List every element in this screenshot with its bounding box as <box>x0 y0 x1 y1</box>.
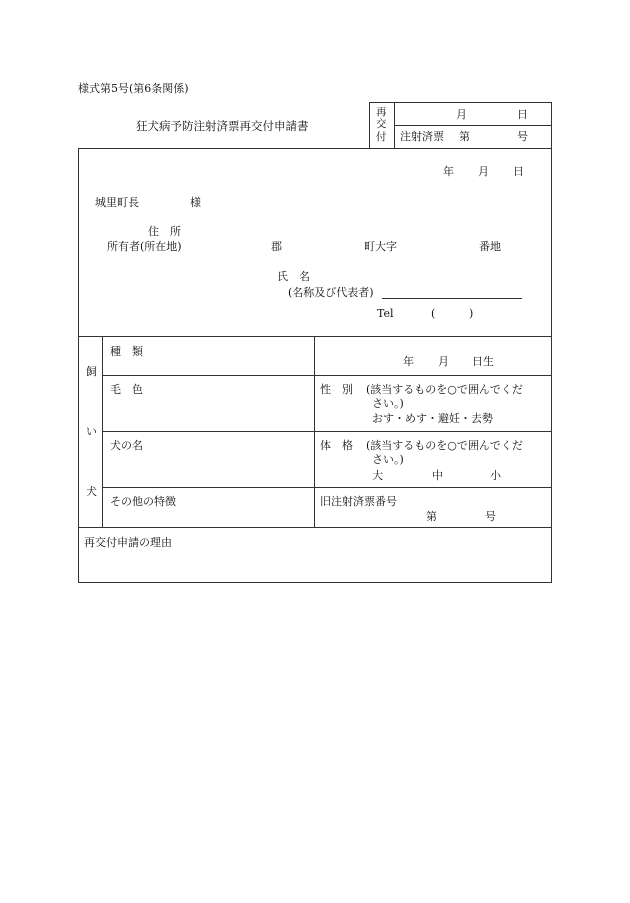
dog-section-bottom <box>78 527 552 528</box>
dog-name-label: 犬の名 <box>110 439 143 452</box>
reissue-box-row-divider <box>394 125 552 126</box>
sex-instruction-2: さい。) <box>372 397 404 410</box>
dog-row-3-divider <box>102 487 552 488</box>
dog-section-top <box>78 336 552 337</box>
tel-open: ( <box>431 307 436 320</box>
coat-label: 毛 色 <box>110 383 143 396</box>
page-title: 狂犬病予防注射済票再交付申請書 <box>136 119 309 133</box>
reissue-char-1: 再 <box>376 106 387 118</box>
size-instruction-1: (該当するものを○で囲んでくだ <box>366 439 523 452</box>
form-label: 様式第5号(第6条関係) <box>78 82 189 95</box>
birth-month: 月 <box>438 355 449 368</box>
size-label: 体 格 <box>320 439 353 452</box>
old-tag-go: 号 <box>485 510 496 523</box>
old-tag-dai: 第 <box>426 510 437 523</box>
date-year: 年 <box>443 165 454 178</box>
addressee-sama: 様 <box>190 196 201 209</box>
size-instruction-2: さい。) <box>372 453 404 466</box>
name-underline <box>382 298 522 299</box>
reissue-char-3: 付 <box>376 131 387 143</box>
reissue-tag-label: 注射済票 <box>400 130 444 143</box>
tel-label: Tel <box>377 307 394 320</box>
name-sub-label: (名称及び代表者) <box>288 286 374 299</box>
features-label: その他の特徴 <box>110 495 176 508</box>
sex-label: 性 別 <box>320 383 353 396</box>
date-day: 日 <box>513 165 524 178</box>
reissue-char-2: 交 <box>376 118 387 130</box>
addressee: 城里町長 <box>95 196 139 209</box>
old-tag-label: 旧注射済票番号 <box>320 495 397 508</box>
dog-side-char-1: 飼 <box>86 365 97 378</box>
size-large: 大 <box>372 469 383 482</box>
date-month: 月 <box>478 165 489 178</box>
reissue-dai: 第 <box>459 130 470 143</box>
reissue-month: 月 <box>456 108 467 121</box>
banchi-label: 番地 <box>479 240 501 253</box>
tel-close: ) <box>469 307 474 320</box>
reason-label: 再交付申請の理由 <box>84 536 172 549</box>
dog-side-char-3: 犬 <box>86 485 97 498</box>
size-small: 小 <box>490 469 501 482</box>
machi-oaza-label: 町大字 <box>364 240 397 253</box>
birth-year: 年 <box>403 355 414 368</box>
gun-label: 郡 <box>271 240 282 253</box>
birth-day: 日生 <box>472 355 494 368</box>
dog-row-1-divider <box>102 375 552 376</box>
reissue-go: 号 <box>517 130 528 143</box>
dog-row-2-divider <box>102 431 552 432</box>
owner-label: 所有者(所在地) <box>107 240 182 253</box>
size-medium: 中 <box>432 469 443 482</box>
name-label: 氏 名 <box>277 270 310 283</box>
sex-options: おす・めす・避妊・去勢 <box>372 412 493 425</box>
reissue-day: 日 <box>517 108 528 121</box>
address-label: 住 所 <box>148 225 181 238</box>
dog-side-char-2: い <box>86 425 97 438</box>
kind-label: 種 類 <box>110 345 143 358</box>
sex-instruction-1: (該当するものを○で囲んでくだ <box>366 383 523 396</box>
